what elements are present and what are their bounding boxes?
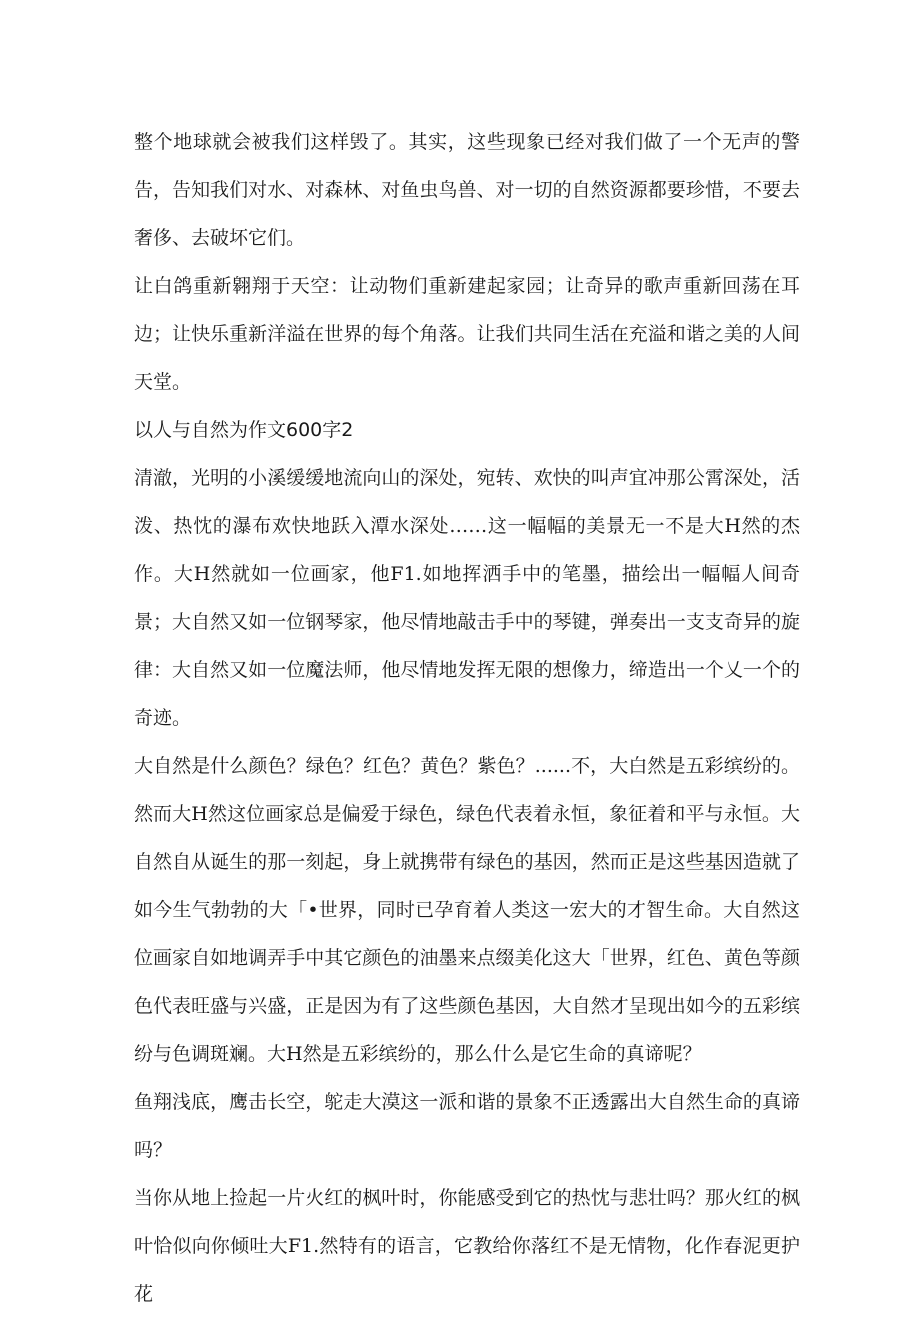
paragraph-3: 清澈，光明的小溪缓缓地流向山的深处，宛转、欢快的叫声宜冲那公霄深处，活泼、热忱的瀑布欢快地跃入潭水深处……这一幅幅的美景无一不是大H然的杰作。大H然就如一位画家，他F1.如地挥洒手中的笔墨，描绘出一幅幅人间奇景；大自然又如一位钢琴家，他尽情地敲击手中的琴键，弹奏出一支支奇异的旋律：大自然又如一位魔法师，他尽情地发挥无限的想像力，缔造出一个乂一个的奇迹。 <box>134 467 800 729</box>
paragraph-6: 当你从地上捡起一片火红的枫叶时，你能感受到它的热忱与悲壮吗？那火红的枫叶恰似向你倾吐大F1.然特有的语言，它教给你落红不是无情物，化作春泥更护花 <box>134 1187 800 1305</box>
paragraph-1: 整个地球就会被我们这样毁了。其实，这些现象已经对我们做了一个无声的警告，告知我们对水、对森林、对鱼虫鸟兽、对一切的自然资源都要珍惜，不要去奢侈、去破坏它们。 <box>134 131 800 249</box>
document-body <box>134 118 800 1318</box>
section-heading: 以人与自然为作文600字2 <box>134 419 354 441</box>
paragraph-4: 大自然是什么颜色？绿色？红色？黄色？紫色？......不，大白然是五彩缤纷的。然而大H然这位画家总是偏爱于绿色，绿色代表着永恒，象征着和平与永恒。大自然自从诞生的那一刻起，身上就携带有绿色的基因，然而正是这些基因造就了如今生气勃勃的大「•世界，同时已孕育着人类这一宏大的才智生命。大自然这位画家自如地调弄手中其它颜色的油墨来点缀美化这大「世界，红色、黄色等颜色代表旺盛与兴盛，正是因为有了这些颜色基因，大自然才呈现出如今的五彩缤纷与色调斑斓。大H然是五彩缤纷的，那么什么是它生命的真谛呢？ <box>134 755 800 1065</box>
paragraph-5: 鱼翔浅底，鹰击长空，鸵走大漠这一派和谐的景象不正透露出大自然生命的真谛吗？ <box>134 1091 800 1161</box>
paragraph-2: 让白鸽重新翱翔于天空：让动物们重新建起家园；让奇异的歌声重新回荡在耳边；让快乐重新洋溢在世界的每个角落。让我们共同生活在充溢和谐之美的人间天堂。 <box>134 275 800 393</box>
